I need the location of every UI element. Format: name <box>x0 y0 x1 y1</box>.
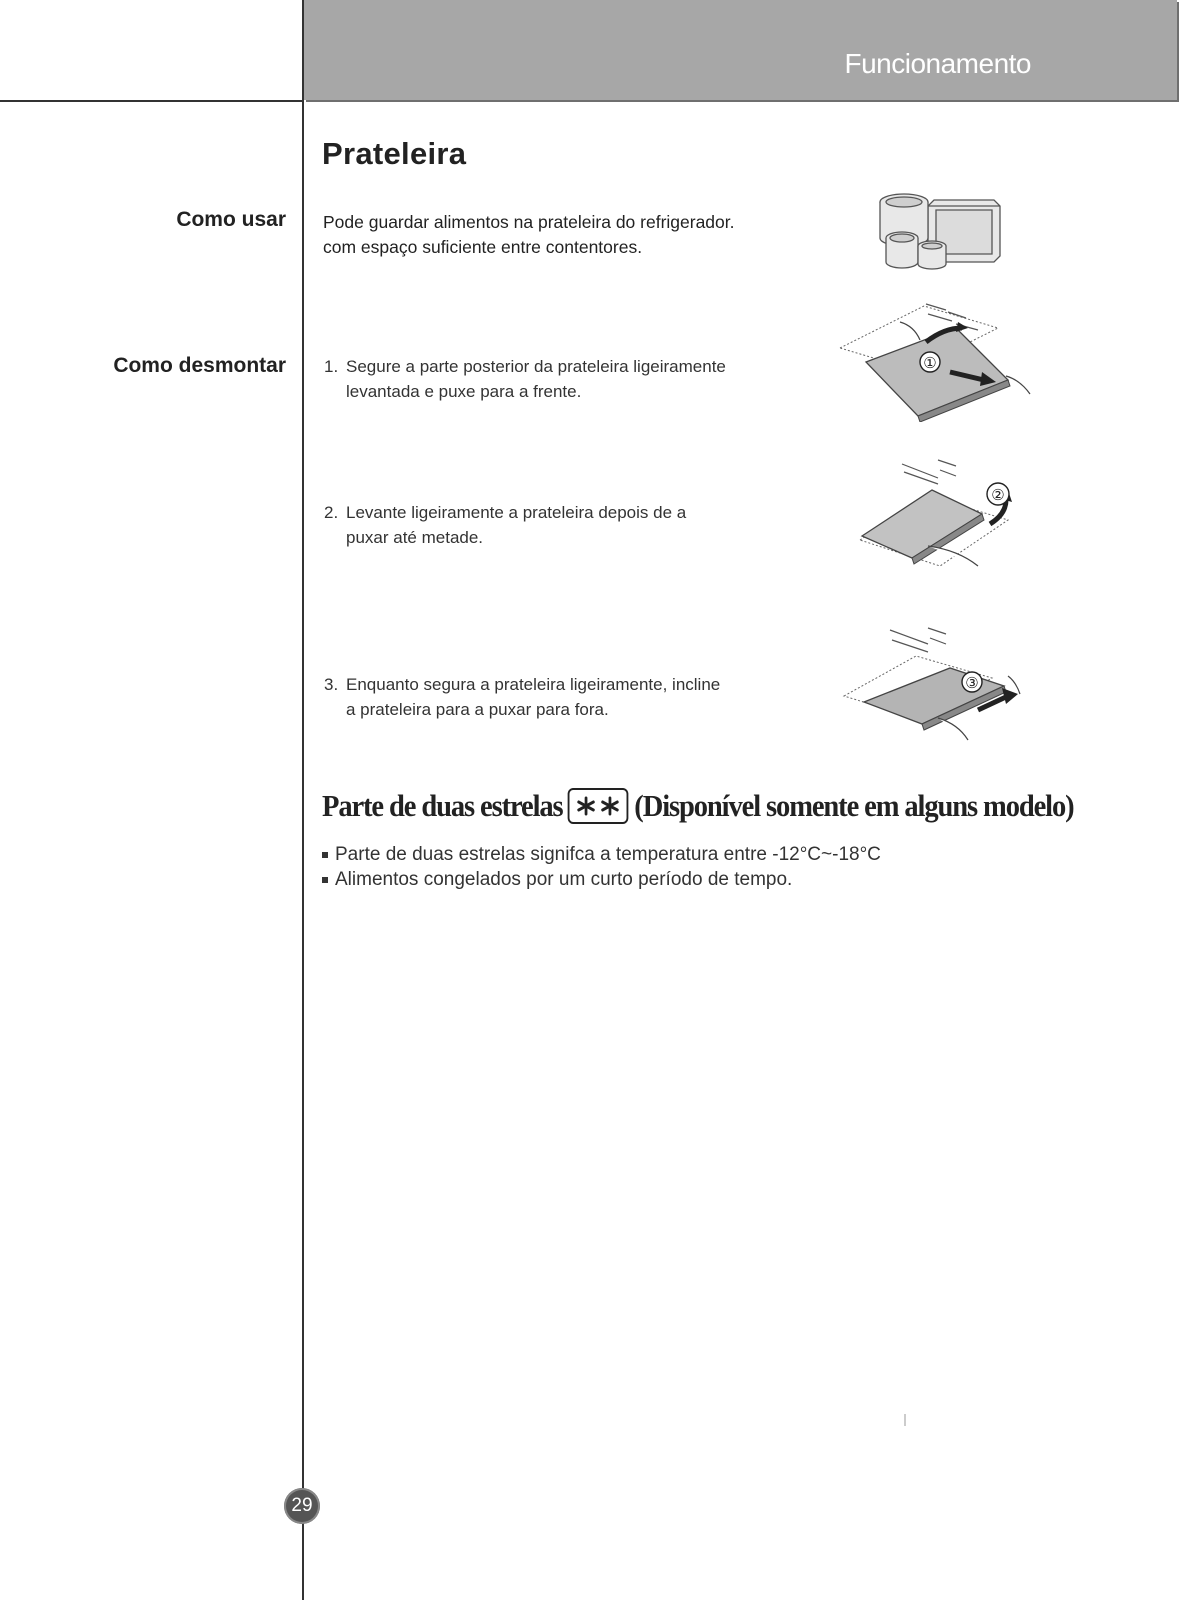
como-desmontar-label: Como desmontar <box>113 354 286 377</box>
step-1-marker: ① <box>923 355 937 372</box>
header-title: Funcionamento <box>844 48 1031 79</box>
bullet-text-1: Parte de duas estrelas signifca a temperatura entre -12°C~-18°C <box>335 844 881 865</box>
step-2-line1: Levante ligeiramente a prateleira depois de a <box>346 503 687 522</box>
bullet-square-icon <box>322 877 328 883</box>
bullet-item <box>322 867 881 892</box>
food-containers-icon <box>876 188 1014 280</box>
como-usar-label: Como usar <box>176 208 286 231</box>
step-3-marker: ③ <box>965 675 979 692</box>
shelf-step-2-illustration <box>858 456 1038 586</box>
scan-mark <box>904 1414 906 1426</box>
step-1-line2: levantada e puxe para a frente. <box>346 382 582 401</box>
two-star-bullets <box>322 842 881 892</box>
step-1-number: 1. <box>324 357 339 376</box>
two-star-icon <box>568 788 629 824</box>
step-2 <box>324 500 686 550</box>
bullet-text-2: Alimentos congelados por um curto período de tempo. <box>335 869 793 890</box>
step-3 <box>324 672 720 722</box>
step-2-number: 2. <box>324 503 339 522</box>
step-1 <box>324 354 726 404</box>
two-star-heading-note: (Disponível somente em alguns modelo) <box>634 788 1074 823</box>
step-3-line2: a prateleira para a puxar para fora. <box>346 700 609 719</box>
two-star-heading-text: Parte de duas estrelas <box>322 788 563 823</box>
bullet-item <box>322 842 881 867</box>
shelf-step-3-illustration <box>842 624 1042 748</box>
como-usar-line1: Pode guardar alimentos na prateleira do refrigerador. <box>323 212 735 232</box>
como-usar-line2: com espaço suficiente entre contentores. <box>323 237 643 257</box>
step-3-line1: Enquanto segura a prateleira ligeiramente, incline <box>346 675 721 694</box>
step-1-line1: Segure a parte posterior da prateleira ligeiramente <box>346 357 726 376</box>
section-title: Prateleira <box>322 136 467 171</box>
two-star-heading <box>322 788 1074 824</box>
step-2-line2: puxar até metade. <box>346 528 484 547</box>
header-band <box>304 0 1177 100</box>
page-number: 29 <box>284 1488 320 1524</box>
step-2-marker: ② <box>991 487 1005 504</box>
shelf-step-1-illustration <box>838 298 1038 422</box>
header-divider <box>0 100 304 102</box>
bullet-square-icon <box>322 852 328 858</box>
vertical-divider <box>302 0 304 1600</box>
step-3-number: 3. <box>324 675 339 694</box>
como-usar-text <box>323 210 735 260</box>
